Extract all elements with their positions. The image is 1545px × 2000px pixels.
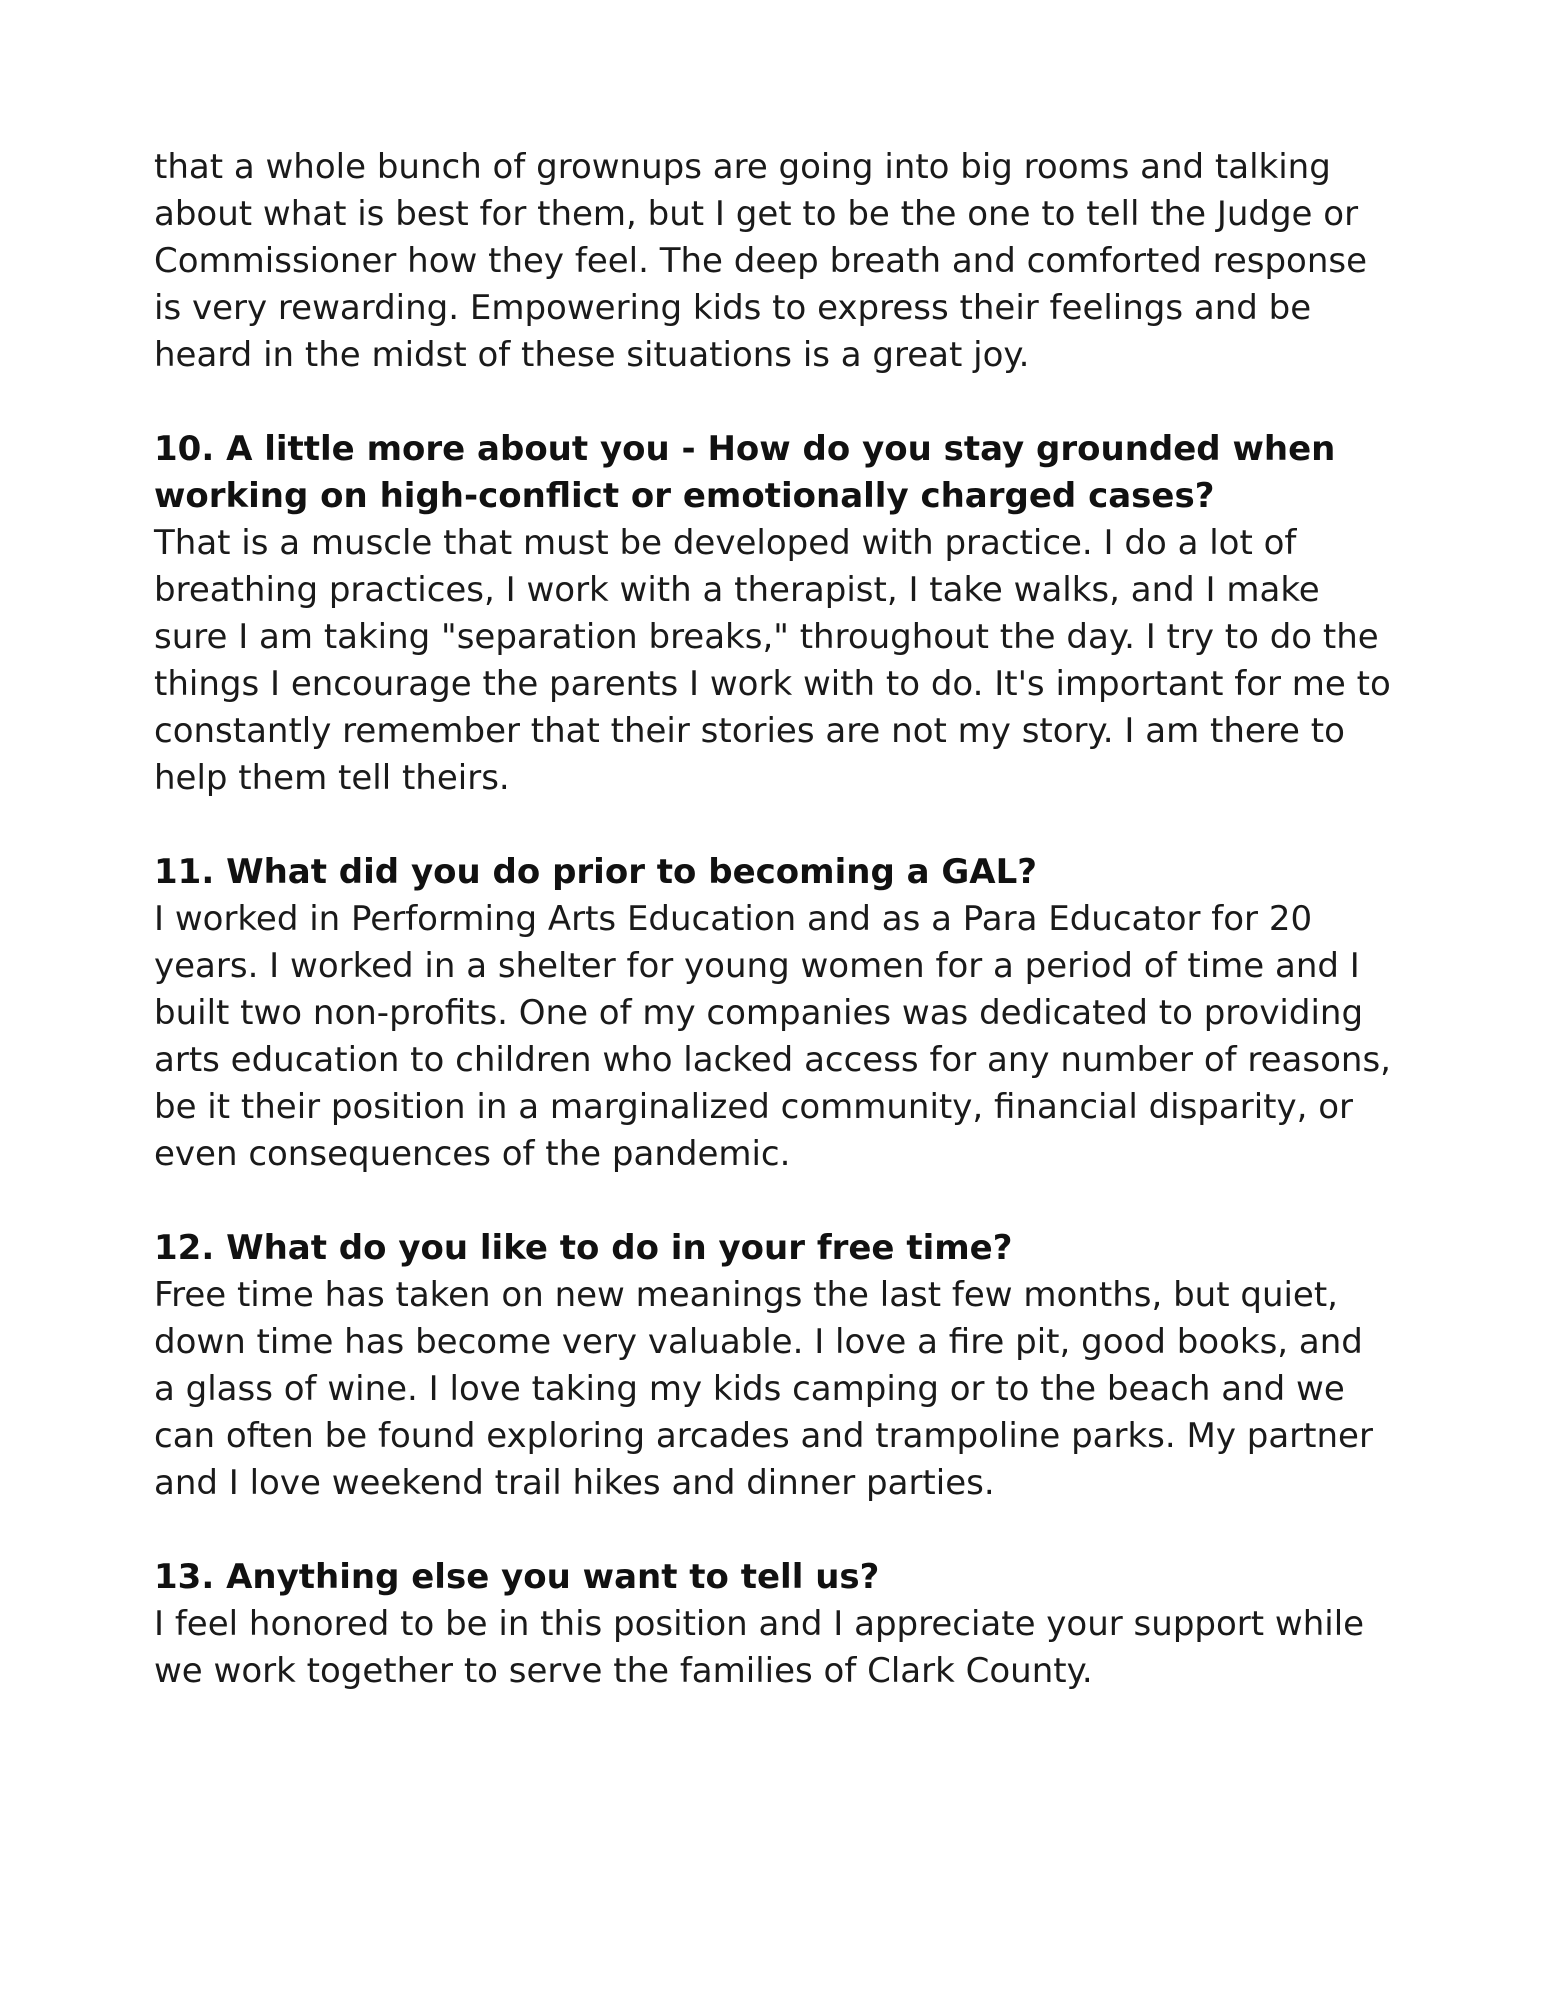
document-page	[154, 144, 1394, 1695]
answer-paragraph: Free time has taken on new meanings the last few months, but quiet, down time has become very valuable. I love a fire pit, good books, and a glass of wine. I love taking my kids camping or to the beach and we can often be found exploring arcades and trampoline parks. My partner and I love weekend trail hikes and dinner parties.	[154, 1275, 1373, 1503]
question-heading: 11. What did you do prior to becoming a GAL?	[154, 852, 1038, 892]
answer-paragraph: That is a muscle that must be developed with practice. I do a lot of breathing practices, I work with a therapist, I take walks, and I make sure I am taking "separation breaks," throughout the day. I try to do the things I encourage the parents I work with to do. It's important for me to constantly remember that their stories are not my story. I am there to help them tell theirs.	[154, 523, 1391, 798]
answer-paragraph: I worked in Performing Arts Education and as a Para Educator for 20 years. I worked in a shelter for young women for a period of time and I built two non-profits. One of my companies was dedicated to providing arts education to children who lacked access for any number of reasons, be it their position in a marginalized community, financial disparity, or even consequences of the pandemic.	[154, 899, 1391, 1174]
question-heading: 10. A little more about you - How do you stay grounded when working on high-conflict or emotionally charged cases?	[154, 429, 1336, 516]
qa-item-12	[154, 1225, 1394, 1507]
answer-paragraph: I feel honored to be in this position and I appreciate your support while we work together to serve the families of Clark County.	[154, 1604, 1365, 1691]
question-heading: 12. What do you like to do in your free time?	[154, 1228, 1013, 1268]
question-heading: 13. Anything else you want to tell us?	[154, 1557, 880, 1597]
qa-item-13	[154, 1554, 1394, 1695]
qa-item-11	[154, 849, 1394, 1178]
qa-item-10	[154, 426, 1394, 802]
intro-paragraph: that a whole bunch of grownups are going into big rooms and talking about what is best for them, but I get to be the one to tell the Judge or Commissioner how they feel. The deep breath and comforted response is very rewarding. Empowering kids to express their feelings and be heard in the midst of these situations is a great joy.	[154, 147, 1368, 375]
